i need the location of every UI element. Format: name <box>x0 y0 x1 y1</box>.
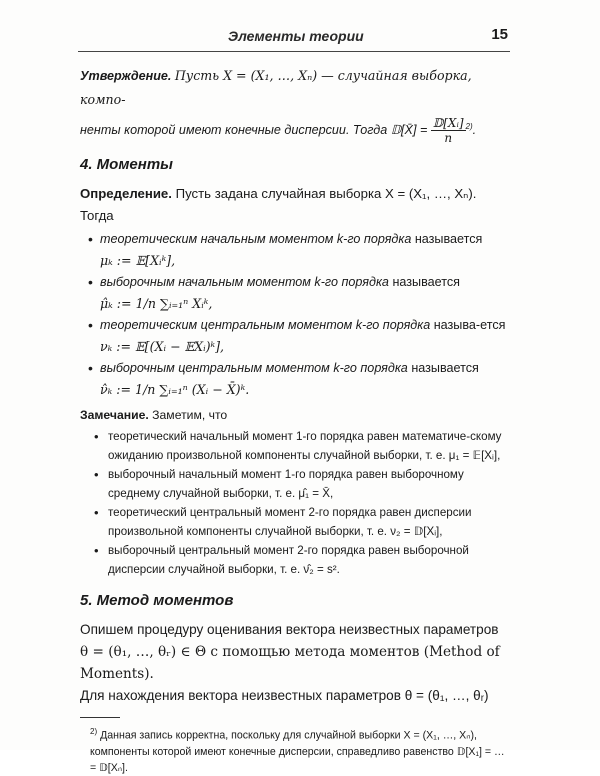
moment-verb: называ-ется <box>433 318 506 333</box>
definition-block <box>80 183 510 227</box>
moment-formula: νₖ := 𝔼[(Xᵢ − 𝔼Xᵢ)ᵏ], <box>100 339 225 355</box>
list-item <box>80 358 510 401</box>
moment-formula: μ̂ₖ := 1/n ∑ᵢ₌₁ⁿ Xᵢᵏ, <box>100 296 213 312</box>
section-5-title: 5. Метод моментов <box>80 592 234 610</box>
definition-then: Тогда <box>80 208 114 224</box>
list-item: • выборочный центральный момент 2-го порядка равен выборочной дисперсии случайной выборки, т. е. ν̂₂ = s². <box>80 541 510 579</box>
statement-lead: Утверждение. <box>80 69 172 83</box>
moment-term: выборочным центральным моментом k-го порядка <box>100 361 408 376</box>
section-4-title: 4. Моменты <box>80 156 173 174</box>
moment-formula: ν̂ₖ := 1/n ∑ᵢ₌₁ⁿ (Xᵢ − X̄)ᵏ. <box>100 382 250 398</box>
moment-term: теоретическим начальным моментом k-го порядка <box>100 232 412 247</box>
list-item <box>80 229 510 272</box>
header-rule <box>78 51 510 52</box>
statement-line-2-text: ненты которой имеют конечные дисперсии. Тогда 𝔻[X̄] = <box>80 123 428 138</box>
running-header <box>78 26 518 48</box>
paragraph-line: Опишем процедуру оценивания вектора неизвестных параметров <box>80 622 499 638</box>
remark-lead: Замечание. <box>80 408 149 423</box>
definition-line <box>80 183 510 205</box>
statement-line-1 <box>80 64 510 112</box>
moment-term: выборочным начальным моментом k-го порядка <box>100 275 389 290</box>
remark-block <box>80 405 510 425</box>
definition-lead: Определение. <box>80 186 172 202</box>
footnote-ref: 2) <box>465 122 473 131</box>
statement-line-2 <box>80 112 510 145</box>
statement-fraction <box>431 116 466 145</box>
fraction-numerator: 𝔻[Xᵢ] <box>432 116 464 131</box>
footnote-marker: 2) <box>90 727 98 737</box>
moment-verb: называется <box>411 361 479 376</box>
list-item: • теоретический центральный момент 2-го порядка равен дисперсии произвольной компоненты случайной выборки, т. е. ν₂ = 𝔻[Xᵢ], <box>80 503 510 541</box>
definition-text: Пусть задана случайная выборка X = (X₁, …, Xₙ). <box>175 186 477 202</box>
page-content <box>80 62 510 776</box>
list-item <box>80 272 510 315</box>
paragraph-line: θ = (θ₁, …, θᵣ) ∈ Θ с помощью метода моментов (Method of Moments). <box>80 644 500 683</box>
section-5-paragraph <box>80 619 510 707</box>
footnote <box>80 724 510 776</box>
moments-list <box>80 229 510 401</box>
footnote-text: Данная запись корректна, поскольку для случайной выборки X = (X₁, …, Xₙ), компоненты которой имеют конечные дисперсии, справедливо равенство 𝔻[X₁] = … = 𝔻[Xₙ]. <box>90 729 505 774</box>
moment-term: теоретическим центральным моментом k-го порядка <box>100 318 431 333</box>
moment-verb: называется <box>392 275 460 290</box>
fraction-denominator: n <box>444 131 453 146</box>
paragraph-line: Для нахождения вектора неизвестных параметров θ = (θ₁, …, θᵣ) <box>80 688 489 704</box>
statement-line-1-text: Пусть X = (X₁, …, Xₙ) — случайная выборка, компо- <box>80 68 472 107</box>
running-header-title: Элементы теории <box>228 28 364 44</box>
statement-end: . <box>472 123 477 138</box>
remark-list <box>80 427 510 579</box>
footnote-rule <box>80 717 120 718</box>
list-item: • выборочный начальный момент 1-го порядка равен выборочному среднему случайной выборки, т. е. μ̂₁ = X̄, <box>80 465 510 503</box>
remark-text: Заметим, что <box>152 408 228 423</box>
list-item <box>80 315 510 358</box>
page-number: 15 <box>491 26 508 43</box>
moment-verb: называется <box>414 232 483 247</box>
list-item: • теоретический начальный момент 1-го порядка равен математиче-скому ожиданию произвольной компоненты случайной выборки, т. е. μ₁ = 𝔼[Xᵢ], <box>80 427 510 465</box>
moment-formula: μₖ := 𝔼[Xᵢᵏ], <box>100 253 176 269</box>
statement-block <box>80 64 510 145</box>
